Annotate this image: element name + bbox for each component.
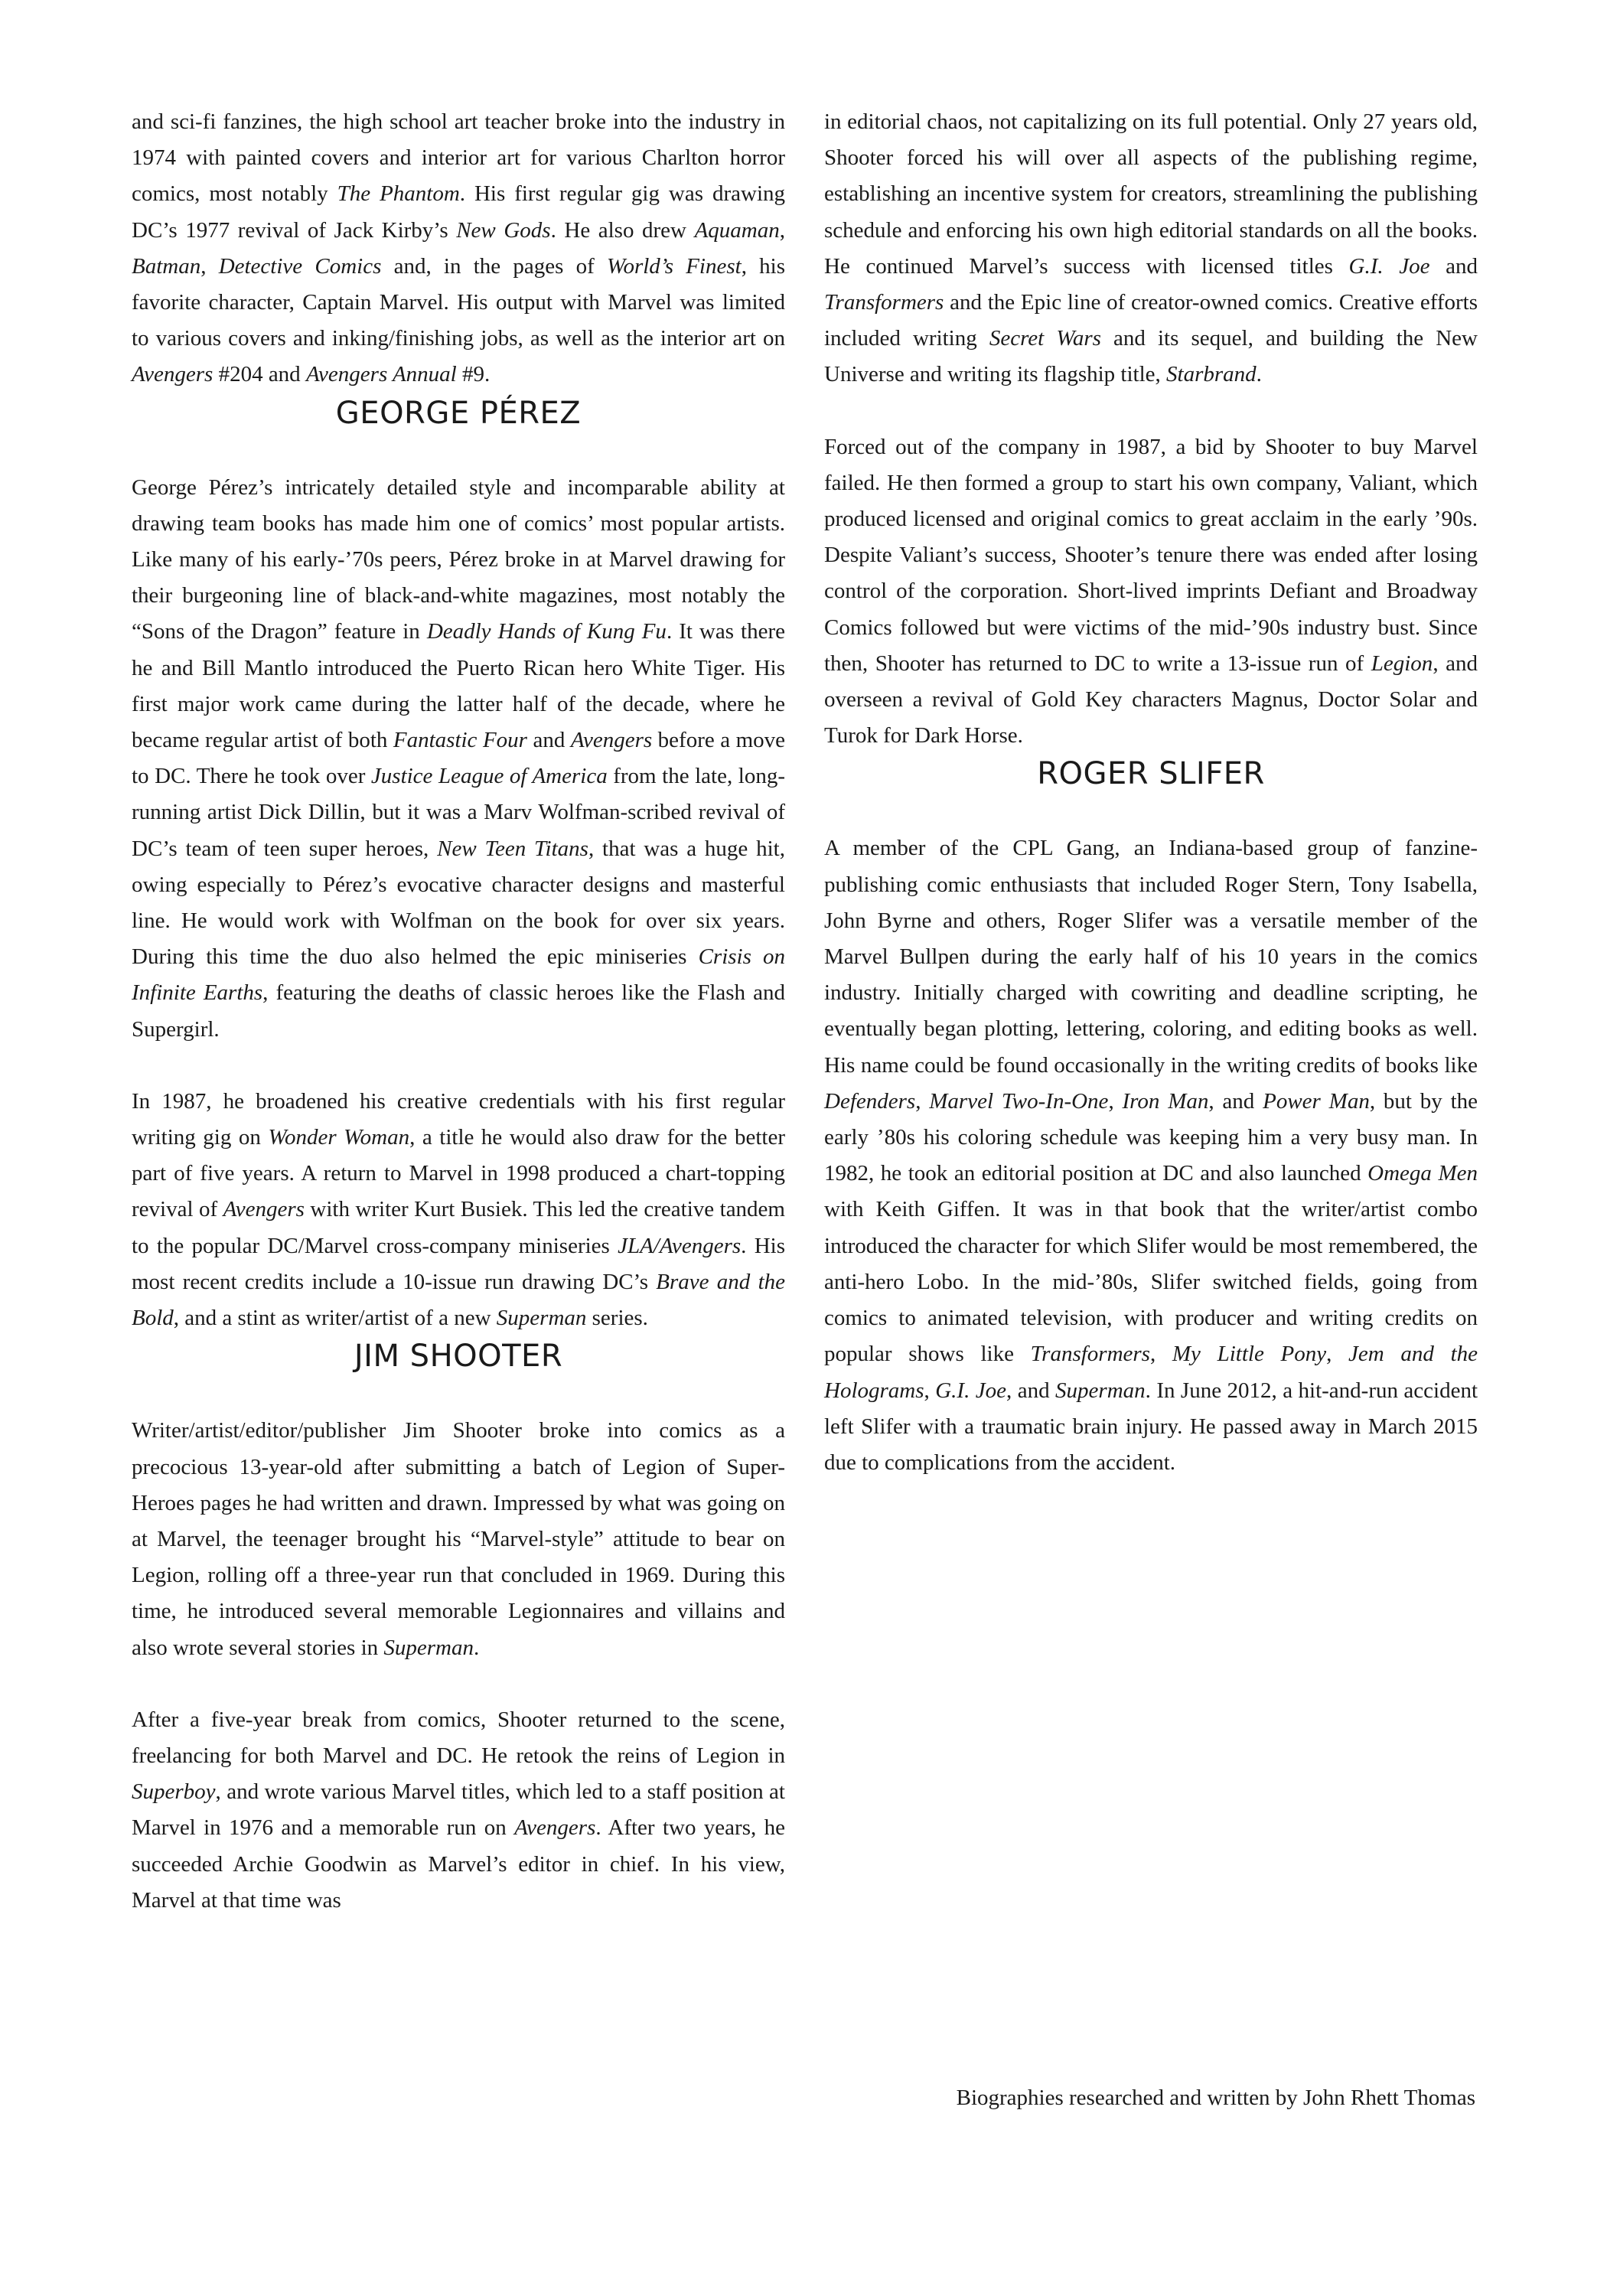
text-run: and	[526, 728, 571, 753]
text-run: #204 and	[213, 362, 306, 387]
text-run: , and overseen a revival of Gold Key characters Magnus, Doctor Solar and Turok for Dark Horse.	[824, 651, 1478, 748]
italic-title: Fantastic Four	[393, 728, 527, 753]
italic-title: The Phantom	[337, 181, 460, 207]
italic-title: Justice League of America	[370, 764, 608, 789]
text-run: and its sequel, and building the New Universe and writing its flagship title,	[824, 326, 1478, 387]
italic-title: Detective Comics	[218, 253, 382, 279]
text-run: ,	[779, 217, 785, 243]
italic-title: Deadly Hands of Kung Fu	[426, 619, 667, 644]
italic-title: Batman	[132, 253, 201, 279]
text-run: . In June 2012, a hit-and-run accident left Slifer with a traumatic brain injury. He passed away in March 2015 due to complications from the accident.	[824, 1378, 1478, 1475]
text-run: from the late, long-running artist Dick Dillin, but it was a Marv Wolfman-scribed revival of DC’s team of teen super heroes,	[132, 764, 785, 861]
text-run: . His first regular gig was drawing DC’s 1977 revival of Jack Kirby’s	[132, 181, 786, 243]
text-run: A member of the CPL Gang, an Indiana-based group of fanzine-publishing comic enthusiasts that included Roger Stern, Tony Isabella, John Byrne and others, Roger Slifer was a versatile member of the Marvel Bullpen during the early half of his 10 years in the comics industry. Initially charged with cowriting and deadline scripting, he eventually began plotting, lettering, coloring, and editing books as well. His name could be found occasionally in the writing credits of books like	[824, 836, 1478, 1078]
text-run: , and wrote various Marvel titles, which led to a staff position at Marvel in 1976 and a memorable run on	[132, 1779, 785, 1841]
text-run: , featuring the deaths of classic heroes like the Flash and Supergirl.	[132, 980, 785, 1042]
text-run: and the Epic line of creator-owned comics. Creative efforts included writing	[824, 290, 1478, 351]
italic-title: G.I. Joe	[1348, 253, 1430, 279]
text-run: , and a stint as writer/artist of a new	[173, 1306, 497, 1331]
biographies-credit: Biographies researched and written by John Rhett Thomas	[956, 2086, 1475, 2110]
italic-title: Superman	[1055, 1378, 1146, 1403]
text-run: , and	[1208, 1088, 1263, 1114]
text-run: In 1987, he broadened his creative credentials with his first regular writing gig on	[132, 1088, 785, 1150]
text-run: . After two years, he succeeded Archie Goodwin as Marvel’s editor in chief. In his view, Marvel at that time was	[132, 1815, 785, 1913]
italic-title: New Teen Titans	[437, 836, 588, 861]
italic-title: Legion	[1371, 651, 1433, 676]
text-run: ,	[924, 1378, 936, 1403]
text-run: and sci-fi fanzines, the high school art teacher broke into the industry in 1974 with painted covers and interior art for various Charlton horror comics, most notably	[132, 109, 785, 207]
italic-title: Avengers	[570, 728, 653, 753]
italic-title: Iron Man	[1122, 1088, 1209, 1114]
shooter-paragraph-3	[824, 104, 1478, 393]
italic-title: My Little Pony	[1172, 1342, 1327, 1367]
italic-title: Transformers	[824, 290, 944, 315]
italic-title: Superman	[496, 1306, 587, 1331]
italic-title: World’s Finest	[606, 253, 742, 279]
text-run: . He also drew	[550, 217, 695, 243]
text-run: and, in the pages of	[381, 253, 607, 279]
text-run: series.	[586, 1306, 648, 1331]
italic-title: Starbrand	[1166, 362, 1257, 387]
text-run: in editorial chaos, not capitalizing on its full potential. Only 27 years old, Shooter forced his will over all aspects of the publishing regime, establishing an incentive system for creators, streamlining the publishing schedule and enforcing his own high editorial standards on all the books. He continued Marvel’s success with licensed titles	[824, 109, 1478, 279]
italic-title: New Gods	[456, 217, 551, 243]
text-run: ,	[1149, 1342, 1172, 1367]
shooter-paragraph-1	[132, 1413, 785, 1665]
text-run: After a five-year break from comics, Shooter returned to the scene, freelancing for both Marvel and DC. He retook the reins of Legion in	[132, 1707, 785, 1768]
text-run: .	[474, 1635, 480, 1660]
left-column	[132, 104, 785, 1919]
italic-title: Transformers	[1030, 1342, 1150, 1367]
text-run: , a title he would also draw for the better part of five years. A return to Marvel in 1998 produced a chart-topping revival of	[132, 1125, 785, 1222]
text-run: before a move to DC. There he took over	[132, 728, 786, 789]
italic-title: Secret Wars	[989, 326, 1101, 351]
italic-title: Defenders	[824, 1088, 916, 1114]
italic-title: Superboy	[132, 1779, 216, 1805]
intro-paragraph	[132, 104, 785, 393]
italic-title: Avengers	[223, 1197, 305, 1222]
text-run: ,	[1326, 1342, 1349, 1367]
italic-title: Aquaman	[694, 217, 780, 243]
text-run: , and	[1006, 1378, 1056, 1403]
perez-heading: GEORGE PÉREZ	[335, 395, 582, 431]
shooter-paragraph-4	[824, 429, 1478, 755]
perez-paragraph-2	[132, 1084, 785, 1336]
shooter-paragraph-2	[132, 1702, 785, 1919]
italic-title: G.I. Joe	[935, 1378, 1007, 1403]
slifer-heading: ROGER SLIFER	[1037, 756, 1265, 792]
text-run: . It was there he and Bill Mantlo introduced the Puerto Rican hero White Tiger. His first major work came during the latter half of the decade, where he became regular artist of both	[132, 619, 785, 753]
text-run: George Pérez’s intricately detailed style and incomparable ability at drawing team books has made him one of comics’ most popular artists. Like many of his early-’70s peers, Pérez broke in at Marvel drawing for their burgeoning line of black-and-white magazines, most notably the “Sons of the Dragon” feature in	[132, 475, 785, 644]
slifer-paragraph-1	[824, 830, 1478, 1481]
text-run: .	[1256, 362, 1262, 387]
text-run: and	[1429, 253, 1478, 279]
text-run: ,	[200, 253, 219, 279]
perez-paragraph-1	[132, 470, 785, 1048]
shooter-heading: JIM SHOOTER	[354, 1339, 563, 1375]
text-run: Writer/artist/editor/publisher Jim Shooter broke into comics as a precocious 13-year-old after submitting a batch of Legion of Super-Heroes pages he had written and drawn. Impressed by what was going on at Marvel, the teenager brought his “Marvel-style” attitude to bear on Legion, rolling off a three-year run that concluded in 1969. During this time, he introduced several memorable Legionnaires and villains and also wrote several stories in	[132, 1418, 785, 1660]
italic-title: Avengers Annual	[305, 362, 457, 387]
text-run: with Keith Giffen. It was in that book that the writer/artist combo introduced the character for which Slifer would be most remembered, the anti-hero Lobo. In the mid-’80s, Slifer switched fields, going from comics to animated television, with producer and writing credits on popular shows like	[824, 1197, 1478, 1367]
italic-title: Wonder Woman	[268, 1125, 410, 1150]
text-run: Forced out of the company in 1987, a bid by Shooter to buy Marvel failed. He then formed a group to start his own company, Valiant, which produced licensed and original comics to great acclaim in the early ’90s. Despite Valiant’s success, Shooter’s tenure there was ended after losing control of the corporation. Short-lived imprints Defiant and Broadway Comics followed but were victims of the mid-’90s industry bust. Since then, Shooter has returned to DC to write a 13-issue run of	[824, 434, 1478, 676]
italic-title: Avengers	[514, 1815, 596, 1841]
right-column	[824, 104, 1478, 1481]
text-run: , his favorite character, Captain Marvel. His output with Marvel was limited to various covers and inking/finishing jobs, as well as the interior art on	[132, 253, 786, 351]
text-run: . His most recent credits include a 10-issue run drawing DC’s	[132, 1233, 785, 1294]
text-run: , that was a huge hit, owing especially to Pérez’s evocative character designs and masterful line. He would work with Wolfman on the book for over six years. During this time the duo also helmed the epic miniseries	[132, 836, 785, 970]
text-run: ,	[915, 1088, 930, 1114]
text-run: #9.	[456, 362, 491, 387]
italic-title: Avengers	[132, 362, 214, 387]
text-run: with writer Kurt Busiek. This led the creative tandem to the popular DC/Marvel cross-company miniseries	[132, 1197, 785, 1258]
italic-title: Power Man	[1263, 1088, 1370, 1114]
italic-title: JLA/Avengers	[618, 1233, 742, 1258]
italic-title: Marvel Two-In-One	[929, 1088, 1109, 1114]
italic-title: Crisis on Infinite Earths	[132, 944, 785, 1006]
italic-title: Omega Men	[1367, 1161, 1478, 1186]
text-run: ,	[1108, 1088, 1123, 1114]
italic-title: Jem and the Holograms	[824, 1342, 1478, 1403]
text-run: , but by the early ’80s his coloring schedule was keeping him a very busy man. In 1982, he took an editorial position at DC and also launched	[824, 1088, 1478, 1186]
italic-title: Superman	[383, 1635, 474, 1660]
italic-title: Brave and the Bold	[132, 1269, 785, 1331]
